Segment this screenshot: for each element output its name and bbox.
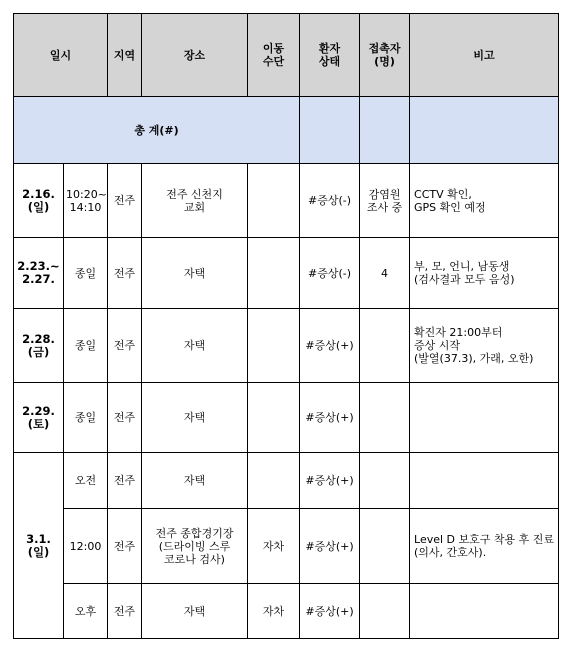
table-row (14, 238, 559, 309)
region-cell: 전주 (108, 309, 142, 383)
date-cell: 2.23.~ 2.27. (14, 238, 64, 309)
table-row (14, 383, 559, 453)
region-cell: 전주 (108, 383, 142, 453)
transport-cell (248, 453, 300, 509)
date-cell: 2.28. (금) (14, 309, 64, 383)
note-cell (410, 584, 559, 639)
time-cell: 종일 (64, 309, 108, 383)
contacts-cell: 4 (360, 238, 410, 309)
place-cell: 자택 (142, 584, 248, 639)
contacts-cell (360, 509, 410, 584)
table-row (14, 164, 559, 238)
status-cell: #증상(+) (300, 509, 360, 584)
date-cell: 3.1. (일) (14, 453, 64, 639)
contacts-cell (360, 453, 410, 509)
transport-cell (248, 309, 300, 383)
status-cell: #증상(+) (300, 309, 360, 383)
status-cell: #증상(+) (300, 584, 360, 639)
total-row (14, 97, 559, 164)
time-cell: 10:20~ 14:10 (64, 164, 108, 238)
document-page (13, 13, 559, 639)
contacts-cell (360, 309, 410, 383)
time-cell: 오전 (64, 453, 108, 509)
note-cell (410, 453, 559, 509)
region-cell: 전주 (108, 453, 142, 509)
note-cell: Level D 보호구 착용 후 진료 (의사, 간호사). (410, 509, 559, 584)
time-cell: 12:00 (64, 509, 108, 584)
place-cell: 자택 (142, 453, 248, 509)
region-cell: 전주 (108, 238, 142, 309)
place-cell: 자택 (142, 238, 248, 309)
region-cell: 전주 (108, 164, 142, 238)
table-row (14, 453, 559, 509)
table-row (14, 509, 559, 584)
place-cell: 자택 (142, 383, 248, 453)
region-cell: 전주 (108, 509, 142, 584)
header-row (14, 14, 559, 97)
transport-cell (248, 164, 300, 238)
transport-cell: 자차 (248, 509, 300, 584)
note-cell: 확진자 21:00부터 증상 시작 (발열(37.3), 가래, 오한) (410, 309, 559, 383)
contacts-cell (360, 584, 410, 639)
transport-cell (248, 238, 300, 309)
time-cell: 오후 (64, 584, 108, 639)
transport-cell: 자차 (248, 584, 300, 639)
header-place: 장소 (142, 14, 248, 97)
date-cell: 2.16. (일) (14, 164, 64, 238)
place-cell: 전주 신천지 교회 (142, 164, 248, 238)
header-transport: 이동 수단 (248, 14, 300, 97)
place-cell: 전주 종합경기장 (드라이빙 스루 코로나 검사) (142, 509, 248, 584)
table-row (14, 584, 559, 639)
status-cell: #증상(+) (300, 453, 360, 509)
table-row (14, 309, 559, 383)
contacts-cell (360, 383, 410, 453)
header-status: 환자 상태 (300, 14, 360, 97)
note-cell (410, 383, 559, 453)
transport-cell (248, 383, 300, 453)
time-cell: 종일 (64, 383, 108, 453)
contacts-cell: 감염원 조사 중 (360, 164, 410, 238)
place-cell: 자택 (142, 309, 248, 383)
date-cell: 2.29. (토) (14, 383, 64, 453)
status-cell: #증상(-) (300, 164, 360, 238)
status-cell: #증상(-) (300, 238, 360, 309)
region-cell: 전주 (108, 584, 142, 639)
total-status-cell (300, 97, 360, 164)
header-contacts: 접촉자 (명) (360, 14, 410, 97)
total-label: 총 계(#) (14, 97, 300, 164)
header-region: 지역 (108, 14, 142, 97)
header-datetime: 일시 (14, 14, 108, 97)
header-note: 비고 (410, 14, 559, 97)
total-note-cell (410, 97, 559, 164)
total-contacts-cell (360, 97, 410, 164)
time-cell: 종일 (64, 238, 108, 309)
note-cell: 부, 모, 언니, 남동생 (검사결과 모두 음성) (410, 238, 559, 309)
note-cell: CCTV 확인, GPS 확인 예정 (410, 164, 559, 238)
status-cell: #증상(+) (300, 383, 360, 453)
movement-table (13, 13, 559, 639)
